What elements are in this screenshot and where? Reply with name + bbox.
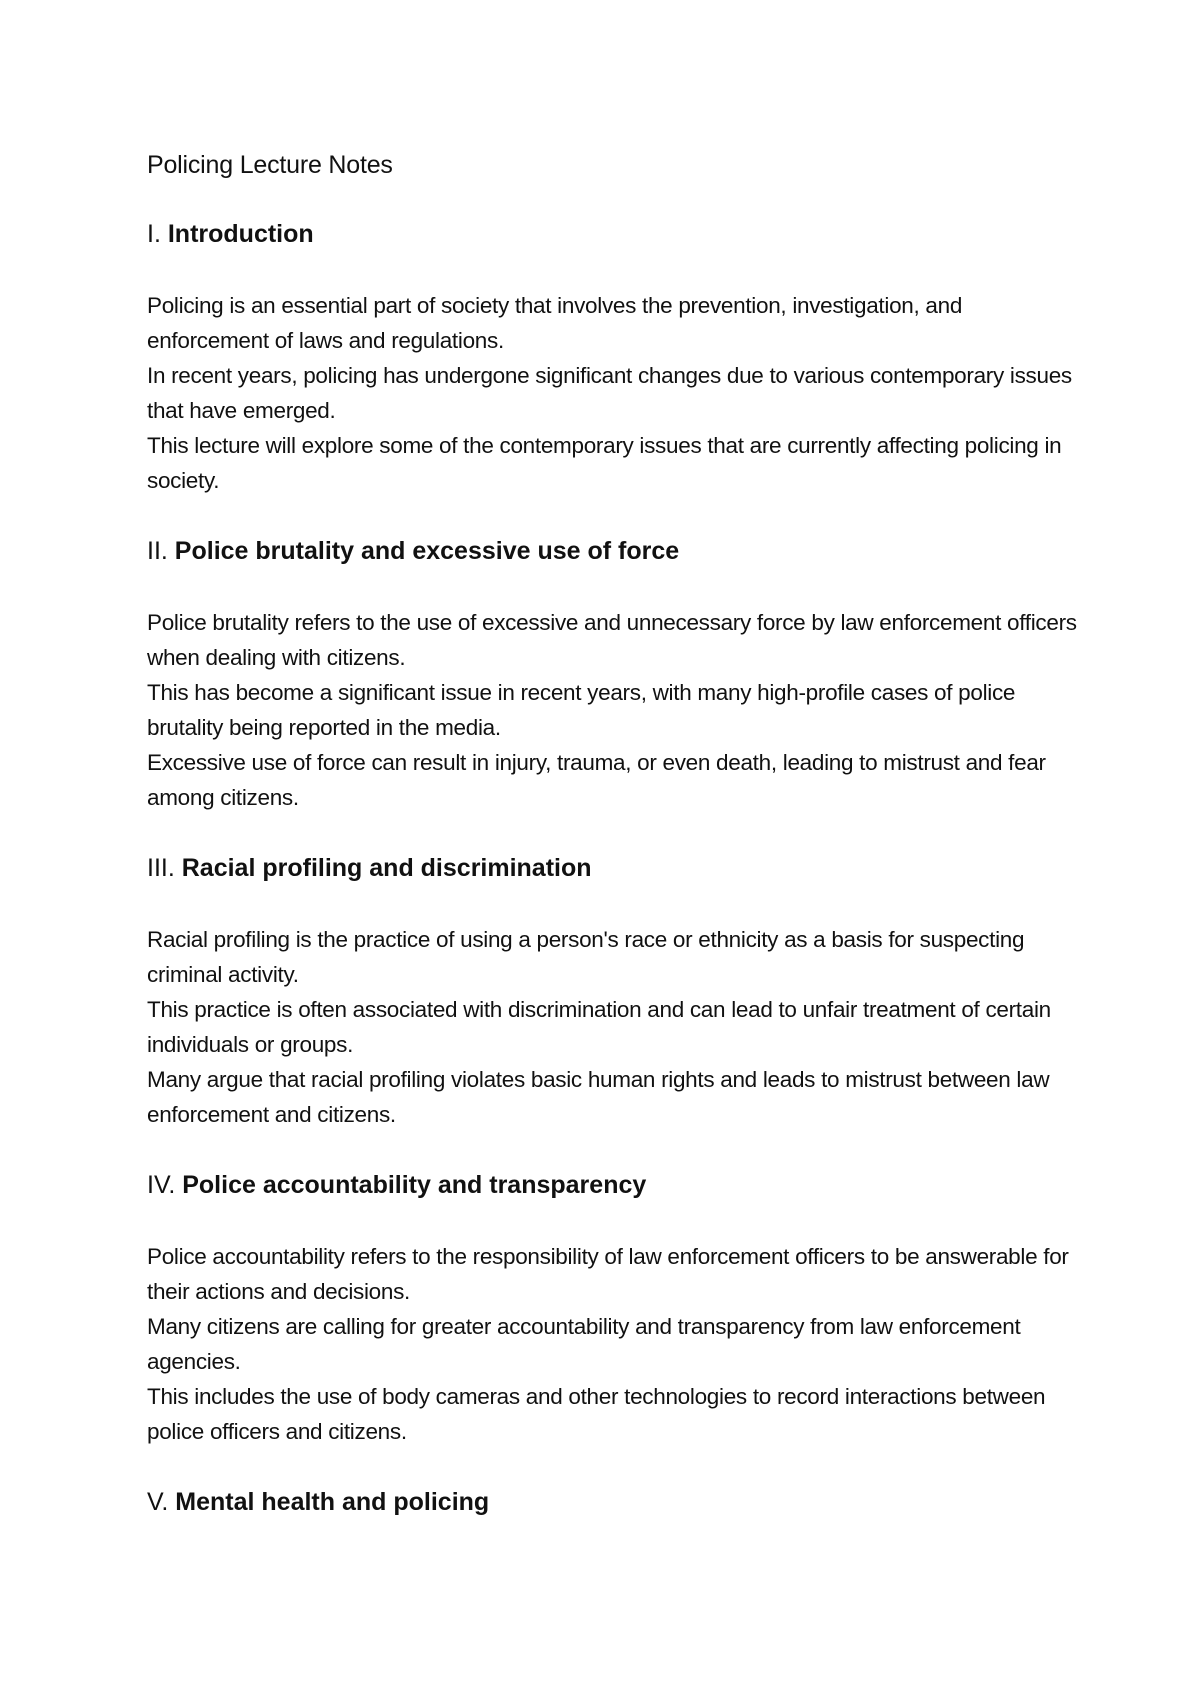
section-heading (147, 217, 1077, 251)
section-introduction (147, 217, 1077, 498)
section-heading (147, 1168, 1077, 1202)
document-page (147, 148, 1077, 1556)
paragraph: Many citizens are calling for greater accountability and transparency from law enforcement agencies. (147, 1314, 1021, 1374)
section-accountability (147, 1168, 1077, 1449)
paragraph: Police accountability refers to the responsibility of law enforcement officers to be answerable for their actions and decisions. (147, 1244, 1069, 1304)
section-heading (147, 1485, 1077, 1519)
paragraph: Policing is an essential part of society that involves the prevention, investigation, and enforcement of laws and regulations. (147, 293, 963, 353)
section-number: V. (147, 1488, 169, 1516)
section-body (147, 605, 1077, 815)
section-police-brutality (147, 534, 1077, 815)
document-title: Policing Lecture Notes (147, 151, 393, 179)
paragraph: Police brutality refers to the use of excessive and unnecessary force by law enforcement officers when dealing with citizens. (147, 610, 1077, 670)
section-number: III. (147, 854, 175, 882)
section-heading (147, 851, 1077, 885)
section-number: II. (147, 537, 168, 565)
section-mental-health (147, 1485, 1077, 1519)
paragraph: This has become a significant issue in recent years, with many high-profile cases of police brutality being reported in the media. (147, 680, 1016, 740)
section-title: Mental health and policing (175, 1488, 490, 1516)
paragraph: This includes the use of body cameras and other technologies to record interactions between police officers and citizens. (147, 1384, 1046, 1444)
paragraph: In recent years, policing has undergone significant changes due to various contemporary issues that have emerged. (147, 363, 1072, 423)
section-racial-profiling (147, 851, 1077, 1132)
section-title: Introduction (167, 220, 314, 248)
paragraph: This lecture will explore some of the contemporary issues that are currently affecting policing in society. (147, 433, 1062, 493)
paragraph: Many argue that racial profiling violates basic human rights and leads to mistrust between law enforcement and citizens. (147, 1067, 1050, 1127)
section-body (147, 922, 1077, 1132)
paragraph: This practice is often associated with discrimination and can lead to unfair treatment of certain individuals or groups. (147, 997, 1051, 1057)
section-title: Police accountability and transparency (182, 1171, 647, 1199)
paragraph: Excessive use of force can result in injury, trauma, or even death, leading to mistrust and fear among citizens. (147, 750, 1046, 810)
section-body (147, 288, 1077, 498)
section-title: Police brutality and excessive use of force (174, 537, 680, 565)
section-title: Racial profiling and discrimination (181, 854, 592, 882)
paragraph: Racial profiling is the practice of using a person's race or ethnicity as a basis for suspecting criminal activity. (147, 927, 1025, 987)
section-heading (147, 534, 1077, 568)
section-body (147, 1239, 1077, 1449)
section-number: I. (147, 220, 161, 248)
section-number: IV. (147, 1171, 176, 1199)
